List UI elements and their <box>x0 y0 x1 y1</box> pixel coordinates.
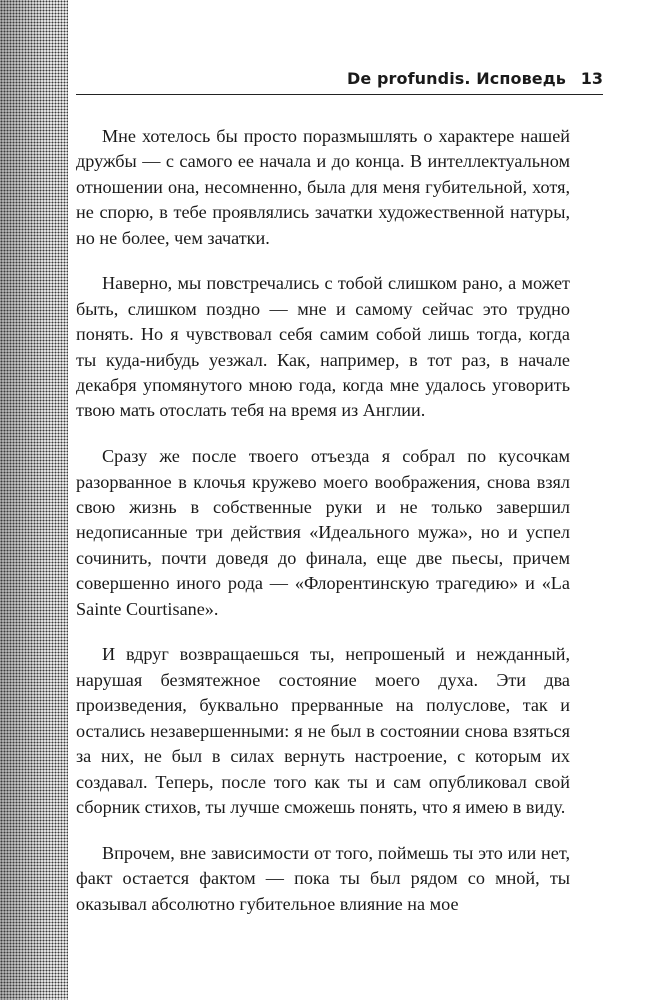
paragraph: Сразу же после твоего отъезда я собрал по кусочкам разорванное в клочья кружево моего воображения, снова взял свою жизнь в собственные руки и не только завершил недописанные три действия «Идеального мужа», но и успел сочинить, почти доведя до финала, еще две пьесы, причем совершенно иного рода — «Флорентинскую трагедию» и «La Sainte Courtisane». <box>76 446 570 619</box>
paragraph: Впрочем, вне зависимости от того, поймешь ты это или нет, факт остается фактом — пока ты был рядом со мной, ты оказывал абсолютно губительное влияние на мое <box>76 842 570 914</box>
page-number: 13 <box>580 69 603 88</box>
running-header <box>76 66 603 95</box>
body-text <box>76 124 570 917</box>
paragraph: И вдруг возвращаешься ты, непрошеный и нежданный, нарушая безмятежное состояние моего духа. Эти два произведения, буквально прерванные на полуслове, так и остались незавершенными: я не был в состоянии снова взяться за них, не был в силах вернуть настроение, с которым их создавал. Теперь, после того как ты и сам опубликовал свой сборник стихов, ты лучше сможешь понять, что я имею в виду. <box>76 644 570 817</box>
paragraph: Наверно, мы повстречались с тобой слишком рано, а может быть, слишком поздно — мне и самому сейчас это трудно понять. Но я чувствовал себя самим собой лишь тогда, когда ты куда-нибудь уезжал. Как, например, в тот раз, в начале декабря упомянутого мною года, когда мне удалось уговорить твою мать отослать тебя на время из Англии. <box>76 273 570 421</box>
running-title: De profundis. Исповедь <box>346 69 566 88</box>
page-edge-shading <box>0 0 68 1000</box>
paragraph: Мне хотелось бы просто поразмышлять о характере нашей дружбы — с самого ее начала и до конца. В интеллектуальном отношении она, несомненно, была для меня губительной, хотя, не спорю, в тебе проявлялись зачатки художественной натуры, но не более, чем зачатки. <box>76 126 570 248</box>
